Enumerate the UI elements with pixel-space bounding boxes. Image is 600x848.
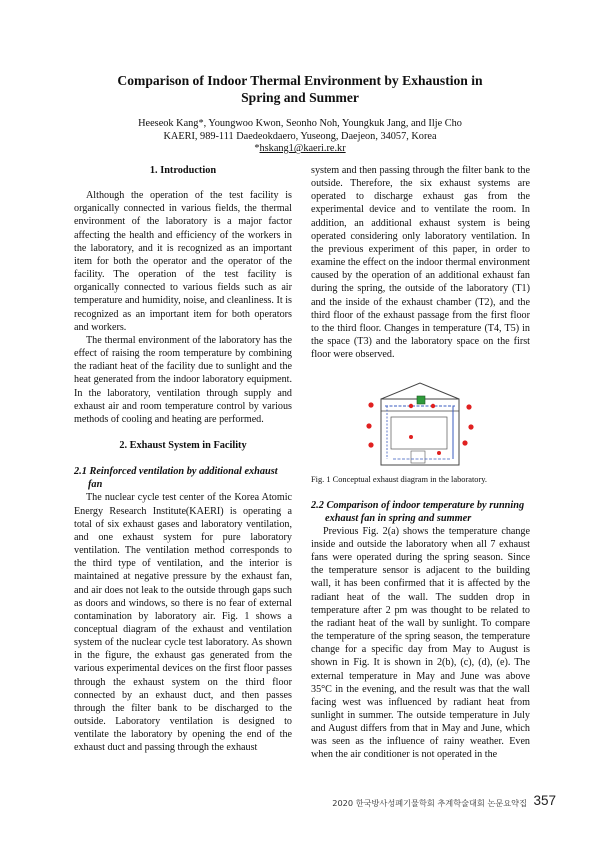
author-names: Heeseok Kang*, Youngwoo Kwon, Seonho Noh, Youngkuk Jang, and Iljе Cho xyxy=(138,118,462,129)
sensor-dot xyxy=(468,425,473,430)
sensor-dot xyxy=(368,403,373,408)
page-footer xyxy=(0,793,600,813)
title-line-1: Comparison of Indoor Thermal Environment by Exhaustion in xyxy=(117,73,483,88)
sensor-dot xyxy=(368,443,373,448)
sensor-dot xyxy=(431,404,435,408)
intro-paragraph-1: Although the operation of the test facility is organically connected in various fields, the thermal environment of the laboratory is a major factor affecting the health and efficiency of the workers in the laboratory, and it is recognized as an important item for both the operator and the operator of the facility. The operation of the test facility is organically connected to various fields such as air temperature and humidity, noise, and cleanliness. It is recognized as an important item for both operators and workers. xyxy=(74,190,292,333)
title-line-2: Spring and Summer xyxy=(241,90,359,105)
email-link[interactable]: hskang1@kaeri.re.kr xyxy=(259,143,346,155)
affiliation: KAERI, 989-111 Daedeokdaero, Yuseong, Daejeon, 34057, Korea xyxy=(163,130,437,142)
filter-bank-box xyxy=(417,396,425,404)
sensor-dot xyxy=(462,441,467,446)
sensor-dot xyxy=(409,435,413,439)
figure-1-diagram xyxy=(311,379,530,471)
figure-1-caption: Fig. 1 Conceptual exhaust diagram in the laboratory. xyxy=(311,475,487,485)
lab-room-box xyxy=(391,417,447,449)
paper-title xyxy=(60,72,540,106)
right-paragraph-continued: system and then passing through the filter bank to the outside. Therefore, the six exhaust systems are operated to discharge exhaust gas from the experimental device and to ventilate the room. In addition, an additional exhaust system is being operated considering only laboratory ventilation. In the previous experiment of this paper, in order to examine the effect on the indoor thermal environment caused by the operation of an additional exhaust fan during the spring, the outside of the laboratory (T1) and the inside of the exhaust chamber (T2), and the third floor of the exhaust passage from the first floor to the third floor. Changes in temperature (T4, T5) in the space (T3) and the laboratory space on the first floor were observed. xyxy=(311,165,530,361)
sensor-dot xyxy=(409,404,413,408)
section-heading-introduction: 1. Introduction xyxy=(149,165,217,176)
inner-room-box xyxy=(411,451,425,463)
subsection-2-1-paragraph: The nuclear cycle test center of the Korea Atomic Energy Research Institute(KAERI) is operating a total of six exhaust gases and laboratory ventilation, and one exhaust system for pure laboratory ventilation. The ventilation method corresponds to the third type of ventilation, and the interior is maintained at negative pressure by the exhaust fan, and air does not leak to the outside through gaps such as doors and windows, so there is no fear of external contamination by laboratory air. Fig. 1 shows a conceptual diagram of the exhaust and ventilation system of the nuclear cycle test laboratory. As shown in the figure, the exhaust gas generated from the various experimental devices on the first floor passes through the exhaust system on the third floor connected by an exhaust duct, and then passes through the filter bank to be discharged to the outside. Laboratory ventilation is designed to ventilate the laboratory by opening the end of the exhaust duct and passing through the exhaust xyxy=(74,492,292,754)
sensor-dot xyxy=(466,405,471,410)
sensor-dot xyxy=(366,424,371,429)
conference-name: 2020 한국방사성폐기물학회 추계학술대회 논문요약집 xyxy=(332,798,527,808)
subsection-heading-2-2: 2.2 Comparison of indoor temperature by running exhaust fan in spring and summer xyxy=(311,499,525,524)
right-column xyxy=(311,164,530,762)
email-prefix: * xyxy=(254,143,260,155)
author-block xyxy=(60,118,540,156)
email-line xyxy=(60,143,540,156)
subsection-2-2-paragraph: Previous Fig. 2(a) shows the temperature change inside and outside the laboratory when all 7 exhaust fans were operated during the spring season. Since the temperature sensor is adjacent to the building wall, it has been confirmed that it is affected by the radiant heat of the wall. The sudden drop in temperature after 2 pm was thought to be related to the radiant heat of the wall by sunlight. To compare the temperature of the spring season, the temperature change for a specific day from May to August is shown in Fig. It is shown in 2(b), (c), (d), (e). The external temperature in May and June was above 35°C in the evening, and the result was that the wall facing west was influenced by radiant heat from sunlight in summer. The outside temperature in July and August differs from that in May and June, which was seen as the influence of rainy weather. Even when the air conditioner is not operated in the xyxy=(311,525,530,761)
left-column xyxy=(74,164,292,755)
page-number: 357 xyxy=(533,793,556,808)
section-heading-exhaust-system: 2. Exhaust System in Facility xyxy=(119,439,247,451)
subsection-heading-2-1: 2.1 Reinforced ventilation by additional exhaust fan xyxy=(74,466,278,491)
exhaust-diagram-svg xyxy=(311,379,530,471)
sensor-dot xyxy=(437,451,441,455)
intro-paragraph-2: The thermal environment of the laboratory has the effect of raising the room temperature by combining the radiant heat of the facility due to sunlight and the heat generated from the indoor laboratory equipment. In the laboratory, ventilation through supply and exhaust air and room temperature control by various methods of cooling and heating are performed. xyxy=(74,334,292,425)
